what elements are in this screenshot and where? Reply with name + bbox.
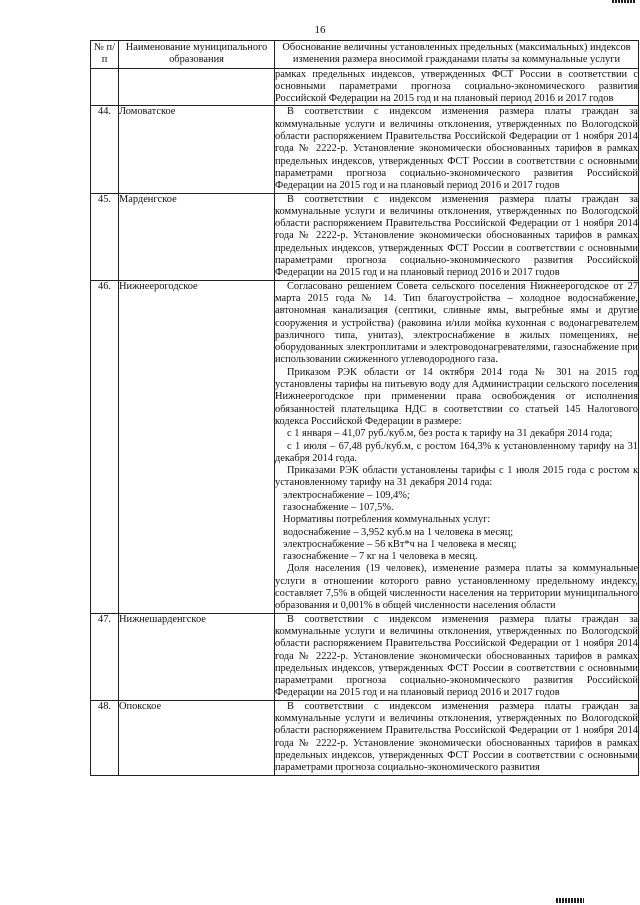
list-item: электроснабжение – 109,4%; (283, 489, 410, 501)
cell-basis: В соответствии с индексом изменения размера платы граждан за коммунальные услуги и величины отклонения, утвержденных по Вологодской области распоряжением Правительства Российской Федерации от 1 ноября 2014 года № 2222-р. Установление экономически обоснованных тарифов в рамках предельных индексов, утвержденных ФСТ России в соответствии с основными параметрами прогноза социально-экономического развития (275, 700, 638, 774)
cell-num: 44. (91, 106, 119, 193)
municipal-index-table (90, 40, 639, 776)
scan-mark-bottom (556, 898, 584, 903)
paragraph: Приказами РЭК области установлены тарифы с 1 июля 2015 года с ростом к установленному тарифу на 31 декабря 2014 года: (275, 465, 638, 489)
table-row-continuation (91, 68, 639, 106)
paragraph: с 1 июля – 67,48 руб./куб.м, с ростом 164,3% к установленному тарифу на 31 декабря 2014 года. (275, 440, 638, 464)
scan-mark-top (612, 0, 636, 3)
list-item: газоснабжение – 107,5%. (283, 501, 394, 513)
list-item: электроснабжение – 56 кВт*ч на 1 человека в месяц; (283, 538, 517, 550)
cell-basis: В соответствии с индексом изменения размера платы граждан за коммунальные услуги и величины отклонения, утвержденных по Вологодской области распоряжением Правительства Российской Федерации от 1 ноября 2014 года № 2222-р. Установление экономически обоснованных тарифов в рамках предельных индексов, утвержденных ФСТ России в соответствии с основными параметрами прогноза социально-экономического развития Российской Федерации на 2015 год и на плановый период 2016 и 2017 годов (275, 106, 638, 192)
cell-num (91, 68, 119, 106)
cell-basis: В соответствии с индексом изменения размера платы граждан за коммунальные услуги и величины отклонения, утвержденных по Вологодской области распоряжением Правительства Российской Федерации от 1 ноября 2014 года № 2222-р. Установление экономически обоснованных тарифов в рамках предельных индексов, утвержденных ФСТ России в соответствии с основными параметрами прогноза социально-экономического развития Российской Федерации на 2015 год и на плановый период 2016 и 2017 годов (275, 193, 638, 279)
cell-name: Марденгское (119, 193, 275, 280)
cell-basis: В соответствии с индексом изменения размера платы граждан за коммунальные услуги и величины отклонения, утвержденных по Вологодской области распоряжением Правительства Российской Федерации от 1 ноября 2014 года № 2222-р. Установление экономически обоснованных тарифов в рамках предельных индексов, утвержденных ФСТ России в соответствии с основными параметрами прогноза социально-экономического развития Российской Федерации на 2015 год и на плановый период 2016 и 2017 годов (275, 613, 638, 699)
paragraph: Доля населения (19 человек), изменение размера платы за коммунальные услуги в отношении которого равно установленному предельному индексу, составляет 7,5% в общей численности населения на территории муниципального образования и 0,001% в общей численности населения области (275, 563, 638, 612)
header-num: № п/п (91, 41, 119, 69)
cell-basis: рамках предельных индексов, утвержденных ФСТ России в соответствии с основными параметрами прогноза социально-экономического развития Российской Федерации на 2015 год и на плановый период 2016 и 2017 годов (275, 68, 638, 105)
table-row (91, 613, 639, 700)
table-row (91, 106, 639, 193)
header-name: Наименование муниципального образования (119, 41, 275, 69)
paragraph: с 1 января – 41,07 руб./куб.м, без роста к тарифу на 31 декабря 2014 года; (287, 428, 613, 440)
cell-num: 48. (91, 700, 119, 775)
list-item: Нормативы потребления коммунальных услуг: (283, 514, 491, 526)
table-row (91, 700, 639, 775)
table-row (91, 193, 639, 280)
header-basis: Обоснование величины установленных предельных (максимальных) индексов изменения размера вносимой гражданами платы за коммунальные услуги (275, 41, 639, 69)
cell-name: Опокское (119, 700, 275, 775)
paragraph: Согласовано решением Совета сельского поселения Нижнеерогодское от 27 марта 2015 года № 14. Тип благоустройства – холодное водоснабжение, автономная канализация (септики, сливные ямы, выгребные ямы и другие сооружения и устройства) (раковина и/или мойка кухонная с водонагревателем различного типа, унитаз), электроснабжение в жилых помещениях, не оборудованных электроплитами и электроводонагревателями, газоснабжение при использовании сжиженного углеводородного газа. (275, 280, 638, 366)
page-number: 16 (314, 24, 326, 36)
table-row (91, 280, 639, 613)
cell-num: 45. (91, 193, 119, 280)
cell-name: Нижнешарденгское (119, 613, 275, 700)
paragraph: Приказом РЭК области от 14 октября 2014 года № 301 на 2015 год установлены тарифы на питьевую воду для Администрации сельского поселения Нижнеерогодское при применении права освобождения от исполнения обязанностей плательщика НДС в соответствии со статьей 145 Налогового кодекса Российской Федерации в размере: (275, 366, 638, 427)
list-item: газоснабжение – 7 кг на 1 человека в месяц. (283, 551, 478, 563)
cell-name: Нижнеерогодское (119, 280, 275, 613)
cell-name: Ломоватское (119, 106, 275, 193)
cell-basis (275, 280, 639, 613)
cell-num: 46. (91, 280, 119, 613)
cell-name (119, 68, 275, 106)
table-header-row (91, 41, 639, 69)
cell-num: 47. (91, 613, 119, 700)
list-item: водоснабжение – 3,952 куб.м на 1 человека в месяц; (283, 526, 514, 538)
